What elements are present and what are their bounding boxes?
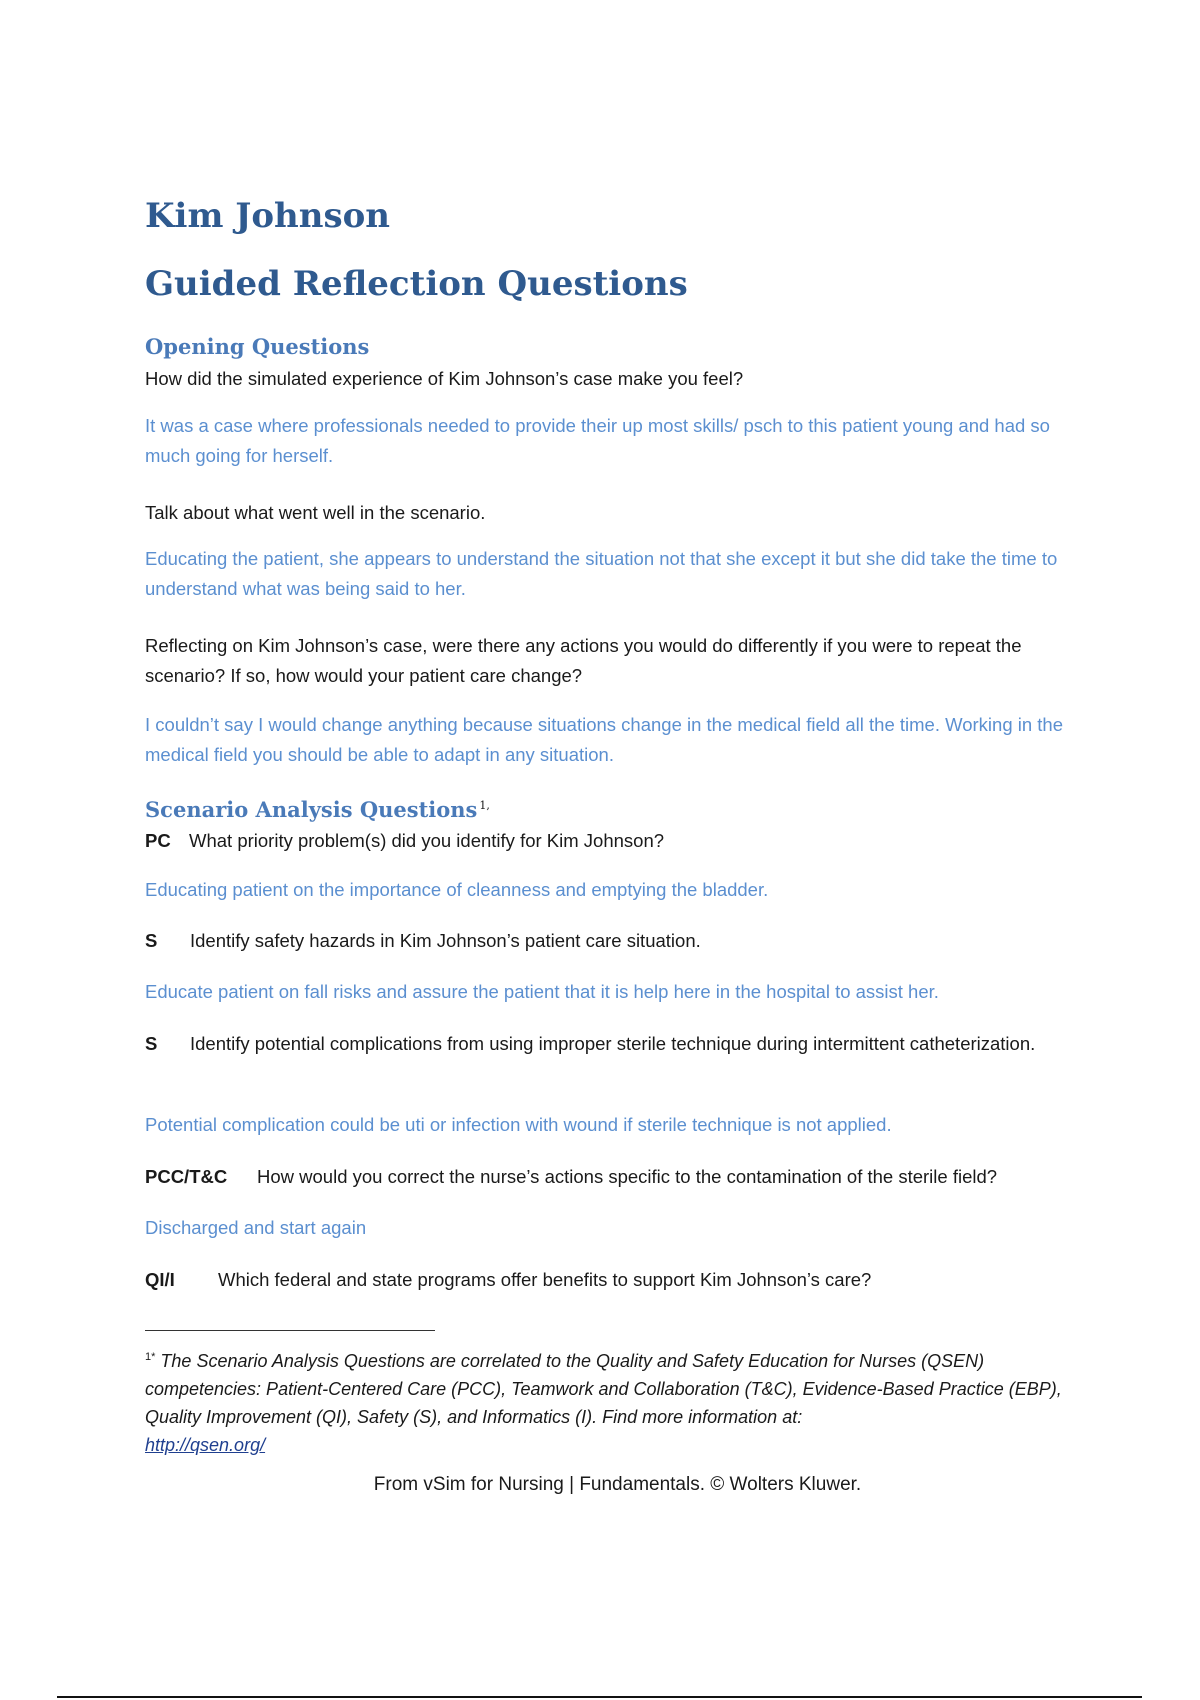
analysis-answer-pc: Educating patient on the importance of cleanness and emptying the bladder. <box>145 879 769 900</box>
qsen-code: S <box>145 930 158 951</box>
analysis-question-pcc-tc <box>145 1162 1090 1192</box>
footnote-reference: 1, <box>479 799 490 812</box>
analysis-answer-s-hazards: Educate patient on fall risks and assure the patient that it is help here in the hospital to assist her. <box>145 981 939 1002</box>
opening-question-1: How did the simulated experience of Kim Johnson’s case make you feel? <box>145 368 744 389</box>
analysis-question-text: How would you correct the nurse’s actions specific to the contamination of the sterile field? <box>257 1166 998 1187</box>
analysis-question-text: Identify potential complications from using improper sterile technique during intermittent catheterization. <box>190 1033 1036 1054</box>
opening-answer-3: I couldn’t say I would change anything because situations change in the medical field all the time. Working in the medical field you should be able to adapt in any situation. <box>145 714 1064 765</box>
patient-name-heading: Kim Johnson <box>145 196 391 236</box>
analysis-question-s-complications <box>145 1029 1090 1059</box>
analysis-question-text: Which federal and state programs offer benefits to support Kim Johnson’s care? <box>218 1269 872 1290</box>
analysis-question-qi-i <box>145 1265 1090 1295</box>
analysis-question-pc <box>145 826 1090 856</box>
analysis-question-s-hazards <box>145 926 1090 956</box>
analysis-question-text: What priority problem(s) did you identify for Kim Johnson? <box>189 830 665 851</box>
scenario-analysis-heading-text: Scenario Analysis Questions <box>145 797 478 822</box>
footnote-divider <box>145 1330 435 1331</box>
scenario-analysis-heading <box>145 797 490 822</box>
footnote-text: The Scenario Analysis Questions are correlated to the Quality and Safety Education for Nurses (QSEN) competencies: Patient-Centered Care (PCC), Teamwork and Collaboration (T&C), Evidence-Based Practice (EBP), Quality Improvement (QI), Safety (S), and Informatics (I). Find more information at: <box>145 1351 1062 1427</box>
qsen-code: PC <box>145 830 171 851</box>
footnote-marker: 1* <box>145 1351 156 1363</box>
opening-answer-2: Educating the patient, she appears to understand the situation not that she except it but she did take the time to understand what was being said to her. <box>145 548 1058 599</box>
opening-questions-heading: Opening Questions <box>145 334 370 359</box>
qsen-code: QI/I <box>145 1269 175 1290</box>
page-bottom-border <box>57 1696 1142 1698</box>
analysis-answer-pcc-tc: Discharged and start again <box>145 1217 367 1238</box>
analysis-answer-s-complications: Potential complication could be uti or infection with wound if sterile technique is not applied. <box>145 1114 892 1135</box>
qsen-code: PCC/T&C <box>145 1166 228 1187</box>
opening-question-2: Talk about what went well in the scenario. <box>145 502 486 523</box>
page-title: Guided Reflection Questions <box>145 264 688 304</box>
opening-question-3: Reflecting on Kim Johnson’s case, were there any actions you would do differently if you were to repeat the scenario? If so, how would your patient care change? <box>145 635 1022 686</box>
analysis-question-text: Identify safety hazards in Kim Johnson’s patient care situation. <box>190 930 701 951</box>
copyright-footer: From vSim for Nursing | Fundamentals. © Wolters Kluwer. <box>373 1474 862 1495</box>
opening-answer-1: It was a case where professionals needed to provide their up most skills/ psch to this patient young and had so much going for herself. <box>145 415 1050 466</box>
qsen-link[interactable]: http://qsen.org/ <box>145 1435 266 1455</box>
footnote <box>145 1343 1090 1459</box>
qsen-code: S <box>145 1033 158 1054</box>
